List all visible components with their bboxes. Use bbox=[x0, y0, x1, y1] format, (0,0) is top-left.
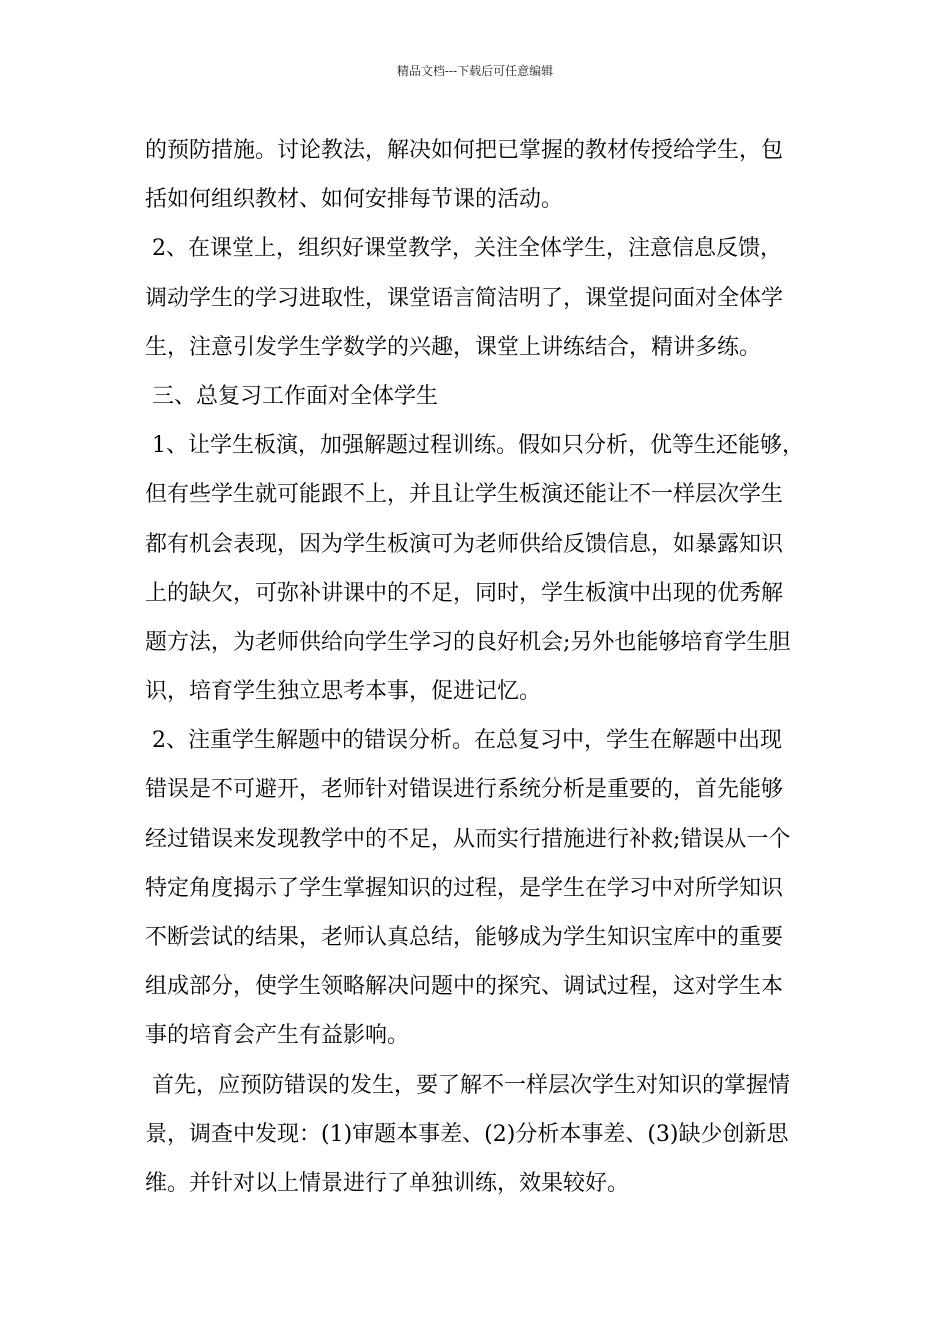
text-line: 经过错误来发现教学中的不足，从而实行措施进行补救;错误从一个 bbox=[145, 826, 791, 852]
document-body bbox=[145, 126, 827, 1208]
page-header: 精品文档---下载后可任意编辑 bbox=[396, 64, 554, 78]
text-line: 括如何组织教材、如何安排每节课的活动。 bbox=[145, 187, 564, 213]
text-line: 但有些学生就可能跟不上，并且让学生板演还能让不一样层次学生 bbox=[145, 482, 784, 508]
text-line: 景，调查中发现：(1)审题本事差、(2)分析本事差、(3)缺少创新思 bbox=[145, 1121, 789, 1147]
text-line: 首先，应预防错误的发生，要了解不一样层次学生对知识的掌握情 bbox=[145, 1072, 790, 1098]
text-line: 识，培育学生独立思考本事，促进记忆。 bbox=[145, 679, 542, 705]
text-line: 2、注重学生解题中的错误分析。在总复习中，学生在解题中出现 bbox=[145, 728, 782, 754]
text-line: 2、在课堂上，组织好课堂教学，关注全体学生，注意信息反馈， bbox=[145, 236, 782, 262]
text-line: 上的缺欠，可弥补讲课中的不足，同时，学生板演中出现的优秀解 bbox=[145, 580, 784, 606]
text-line: 的预防措施。讨论教法，解决如何把已掌握的教材传授给学生，包 bbox=[145, 138, 784, 163]
text-line: 事的培育会产生有益影响。 bbox=[145, 1023, 410, 1049]
text-line: 维。并针对以上情景进行了单独训练，效果较好。 bbox=[145, 1170, 630, 1196]
text-line: 1、让学生板演，加强解题过程训练。假如只分析，优等生还能够， bbox=[145, 433, 804, 459]
text-line: 生，注意引发学生学数学的兴趣，课堂上讲练结合，精讲多练。 bbox=[145, 334, 762, 360]
text-line: 特定角度揭示了学生掌握知识的过程，是学生在学习中对所学知识 bbox=[145, 875, 784, 901]
text-line: 调动学生的学习进取性，课堂语言简洁明了，课堂提问面对全体学 bbox=[145, 285, 784, 311]
text-line: 都有机会表现，因为学生板演可为老师供给反馈信息，如暴露知识 bbox=[145, 531, 784, 557]
text-line: 错误是不可避开，老师针对错误进行系统分析是重要的，首先能够 bbox=[145, 777, 784, 803]
section-heading: 三、总复习工作面对全体学生 bbox=[145, 383, 438, 409]
text-line: 题方法，为老师供给向学生学习的良好机会;另外也能够培育学生胆 bbox=[145, 629, 791, 655]
text-line: 组成部分，使学生领略解决问题中的探究、调试过程，这对学生本 bbox=[145, 974, 784, 1000]
text-line: 不断尝试的结果，老师认真总结，能够成为学生知识宝库中的重要 bbox=[145, 925, 784, 950]
